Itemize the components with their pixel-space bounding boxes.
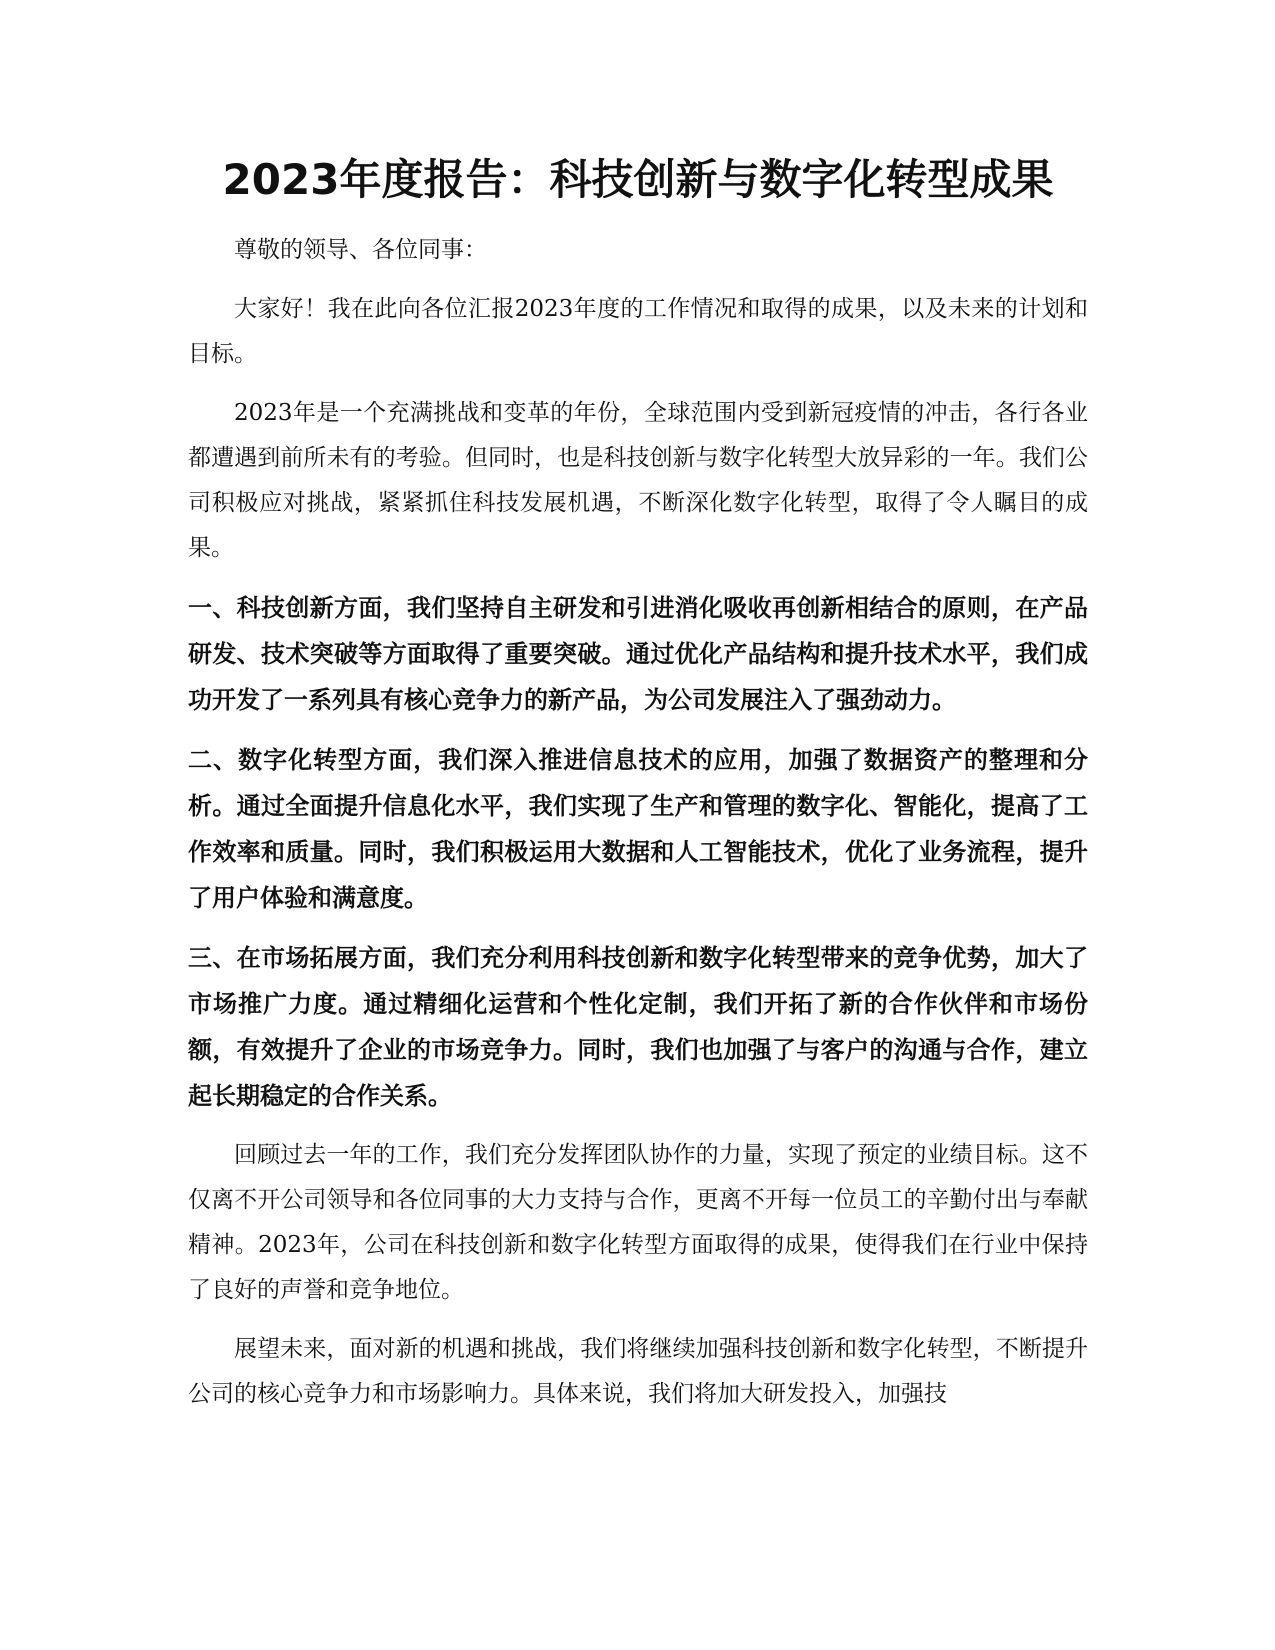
spacer bbox=[188, 571, 1088, 585]
document-title: 2023年度报告：科技创新与数字化转型成果 bbox=[222, 155, 1054, 204]
document-page bbox=[188, 120, 1088, 1417]
review-paragraph: 回顾过去一年的工作，我们充分发挥团队协作的力量，实现了预定的业绩目标。这不仅离不开公司领导和各位同事的大力支持与合作，更离不开每一位员工的辛勤付出与奉献精神。2023年，公司在科技创新和数字化转型方面取得的成果，使得我们在行业中保持了良好的声誉和竞争地位。 bbox=[188, 1142, 1088, 1303]
greeting-paragraph: 尊敬的领导、各位同事： bbox=[234, 237, 487, 263]
spacer bbox=[188, 210, 1088, 228]
spacer bbox=[188, 377, 1088, 391]
section-digital-transformation: 二、数字化转型方面，我们深入推进信息技术的应用，加强了数据资产的整理和分析。通过全面提升信息化水平，我们实现了生产和管理的数字化、智能化，提高了工作效率和质量。同时，我们积极运用大数据和人工智能技术，优化了业务流程，提升了用户体验和满意度。 bbox=[188, 746, 1088, 912]
spacer bbox=[188, 1313, 1088, 1327]
intro-paragraph: 大家好！我在此向各位汇报2023年度的工作情况和取得的成果，以及未来的计划和目标。 bbox=[188, 296, 1088, 367]
section-market-expansion: 三、在市场拓展方面，我们充分利用科技创新和数字化转型带来的竞争优势，加大了市场推广力度。通过精细化运营和个性化定制，我们开拓了新的合作伙伴和市场份额，有效提升了企业的市场竞争力。同时，我们也加强了与客户的沟通与合作，建立起长期稳定的合作关系。 bbox=[188, 944, 1088, 1110]
section-technology-innovation: 一、科技创新方面，我们坚持自主研发和引进消化吸收再创新相结合的原则，在产品研发、技术突破等方面取得了重要突破。通过优化产品结构和提升技术水平，我们成功开发了一系列具有核心竞争力的新产品，为公司发展注入了强劲动力。 bbox=[188, 594, 1088, 714]
spacer bbox=[188, 1119, 1088, 1133]
context-paragraph: 2023年是一个充满挑战和变革的年份，全球范围内受到新冠疫情的冲击，各行各业都遭遇到前所未有的考验。但同时，也是科技创新与数字化转型大放异彩的一年。我们公司积极应对挑战，紧紧抓住科技发展机遇，不断深化数字化转型，取得了令人瞩目的成果。 bbox=[188, 400, 1088, 561]
spacer bbox=[188, 273, 1088, 287]
outlook-paragraph: 展望未来，面对新的机遇和挑战，我们将继续加强科技创新和数字化转型，不断提升公司的核心竞争力和市场影响力。具体来说，我们将加大研发投入，加强技 bbox=[188, 1336, 1088, 1407]
spacer bbox=[188, 723, 1088, 737]
spacer bbox=[188, 921, 1088, 935]
